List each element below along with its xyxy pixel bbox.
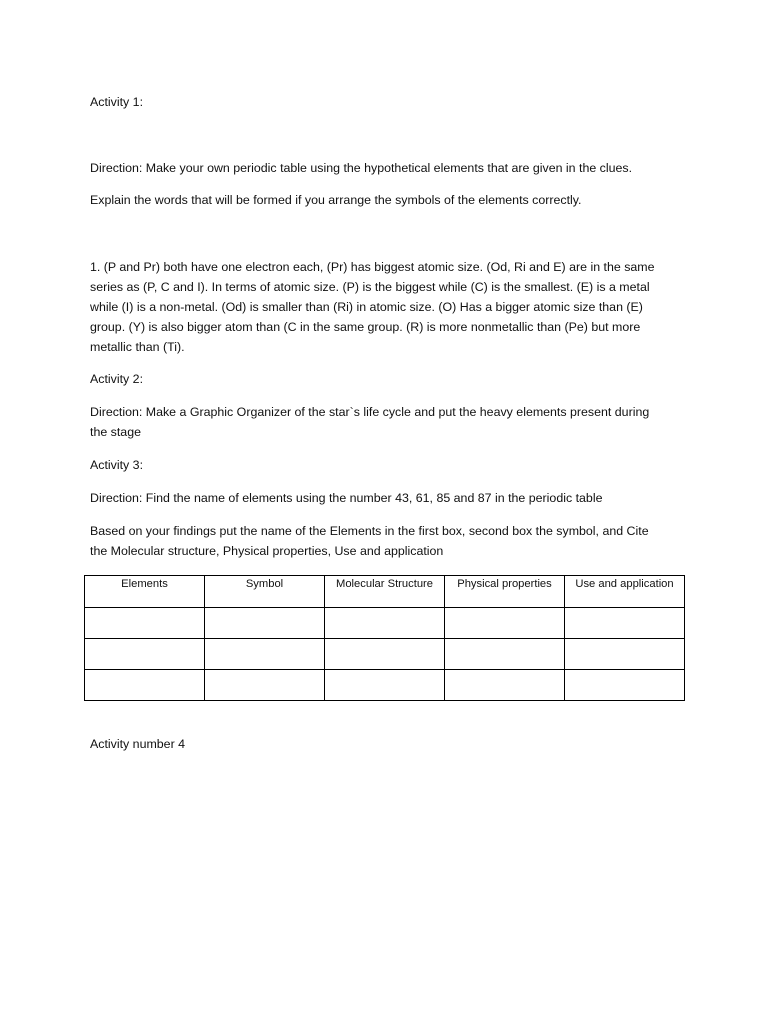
table-header-row [85,576,685,608]
clue-line: while (I) is a non-metal. (Od) is smaller than (Ri) in atomic size. (O) Has a bigger atomic size than (E) [90,300,643,314]
table-cell[interactable] [445,670,565,701]
table-row [85,608,685,639]
activity-2-heading: Activity 2: [90,372,144,386]
table-cell[interactable] [445,608,565,639]
activity-4-heading: Activity number 4 [90,737,186,751]
table-cell[interactable] [445,639,565,670]
activity-3-heading: Activity 3: [90,458,144,472]
instruction-line: the Molecular structure, Physical properties, Use and application [90,544,444,558]
table-cell[interactable] [85,639,205,670]
clue-line: series as (P, C and I). In terms of atomic size. (P) is the biggest while (C) is the smallest. (E) is a metal [90,280,650,294]
table-cell[interactable] [325,608,445,639]
table-row [85,639,685,670]
table-row [85,670,685,701]
header-elements: Elements [85,576,205,608]
activity-3-direction: Direction: Find the name of elements using the number 43, 61, 85 and 87 in the periodic table [90,491,603,505]
table-cell[interactable] [565,670,685,701]
clue-line: group. (Y) is also bigger atom than (C in the same group. (R) is more nonmetallic than (Pe) but more [90,320,641,334]
activity-1-explain: Explain the words that will be formed if you arrange the symbols of the elements correctly. [90,193,582,207]
clue-line: 1. (P and Pr) both have one electron each, (Pr) has biggest atomic size. (Od, Ri and E) are in the same [90,260,655,274]
elements-table [84,575,685,701]
header-physical-properties: Physical properties [445,576,565,608]
activity-1-direction: Direction: Make your own periodic table using the hypothetical elements that are given in the clues. [90,161,633,175]
table-cell[interactable] [85,608,205,639]
table-cell[interactable] [325,639,445,670]
instruction-line: Based on your findings put the name of the Elements in the first box, second box the symbol, and Cite [90,524,649,538]
header-molecular-structure: Molecular Structure [325,576,445,608]
direction-line: Direction: Make a Graphic Organizer of the star`s life cycle and put the heavy elements present during [90,405,650,419]
header-use-and-application: Use and application [565,576,685,608]
table-cell[interactable] [565,639,685,670]
activity-1-heading: Activity 1: [90,95,144,109]
table-cell[interactable] [85,670,205,701]
table-cell[interactable] [205,639,325,670]
direction-line: the stage [90,425,141,439]
clue-line: metallic than (Ti). [90,340,185,354]
table-cell[interactable] [325,670,445,701]
table-cell[interactable] [205,608,325,639]
table-cell[interactable] [565,608,685,639]
table-cell[interactable] [205,670,325,701]
header-symbol: Symbol [205,576,325,608]
